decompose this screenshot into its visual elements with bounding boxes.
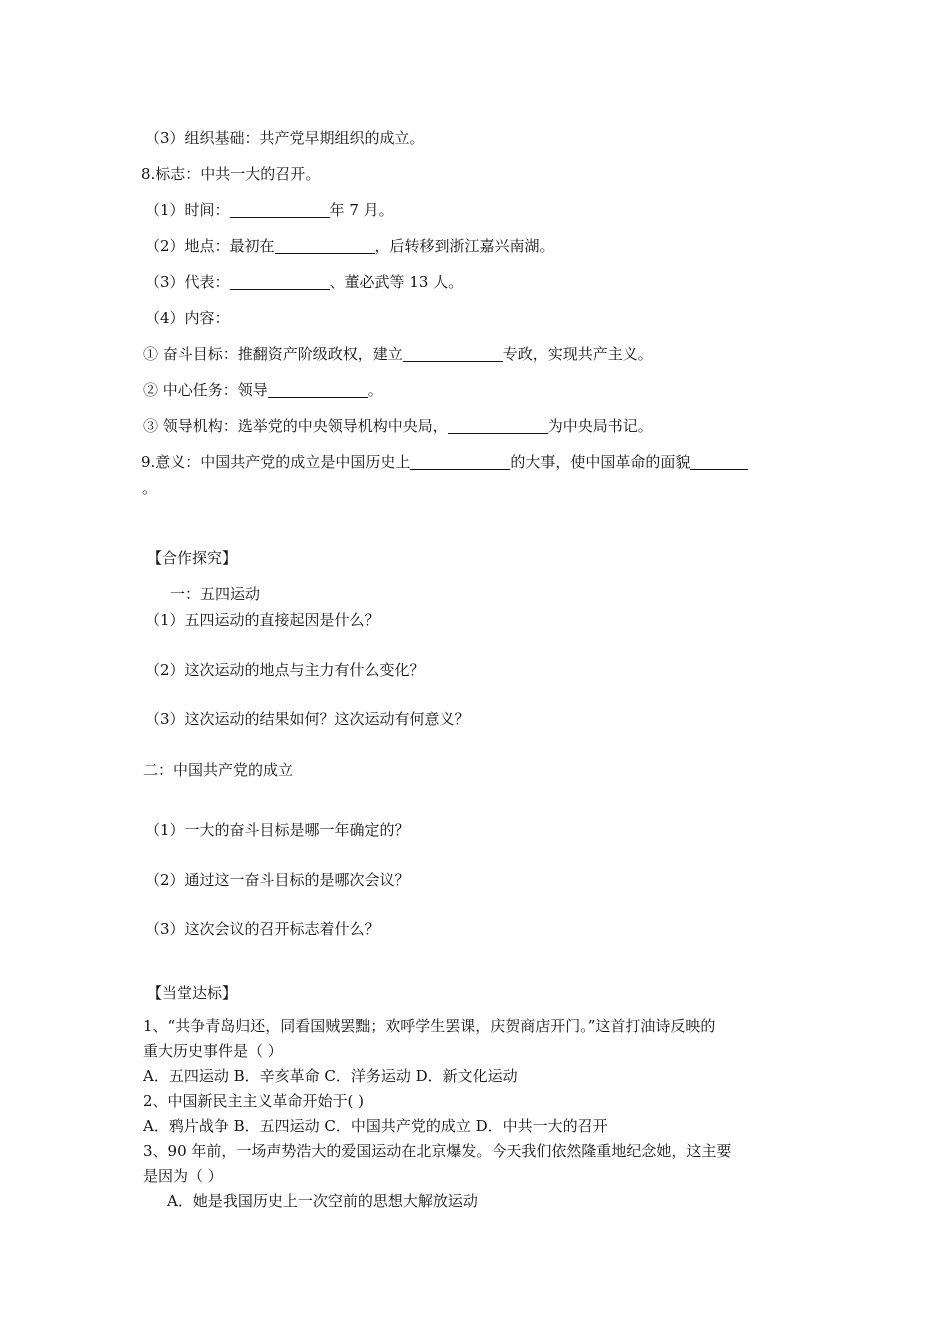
question-5: （2）通过这一奋斗目标的是哪次会议？ [145, 871, 410, 889]
heading-practice: 【当堂达标】 [147, 984, 238, 1002]
task-label: ② 中心任务：领导 [143, 381, 268, 399]
leadership-suffix: 为中央局书记。 [547, 417, 653, 435]
line-marker: 8.标志：中共一大的召开。 [141, 165, 321, 183]
significance-blank-1[interactable] [410, 454, 510, 470]
mcq-3-stem-a: 3、90 年前，一场声势浩大的爱国运动在北京爆发。今天我们依然隆重地纪念她，这主要 [143, 1142, 732, 1160]
line-location [145, 236, 555, 256]
mcq-1-stem-b: 重大历史事件是（ ） [143, 1042, 283, 1060]
question-2: （2）这次运动的地点与主力有什么变化？ [145, 661, 425, 679]
task-suffix: 。 [367, 381, 383, 399]
mcq-1-options: A．五四运动 B．辛亥革命 C．洋务运动 D．新文化运动 [143, 1067, 518, 1085]
significance-middle: 的大事，使中国革命的面貌 [510, 453, 691, 471]
mcq-2-stem: 2、中国新民主主义革命开始于( ) [143, 1092, 365, 1110]
location-blank[interactable] [275, 238, 375, 254]
mcq-2-options: A．鸦片战争 B．五四运动 C．中国共产党的成立 D．中共一大的召开 [143, 1117, 608, 1135]
part-party-founding: 二：中国共产党的成立 [143, 761, 294, 779]
line-content: （4）内容： [145, 309, 230, 327]
delegates-blank[interactable] [230, 274, 330, 290]
goal-suffix: 专政，实现共产主义。 [502, 345, 653, 363]
question-1: （1）五四运动的直接起因是什么？ [145, 611, 380, 629]
time-suffix: 年 7 月。 [329, 201, 394, 219]
line-task [143, 380, 383, 400]
question-4: （1）一大的奋斗目标是哪一年确定的？ [145, 821, 410, 839]
line-significance [141, 452, 748, 472]
part-may-fourth: 一：五四运动 [170, 585, 261, 603]
significance-label: 9.意义：中国共产党的成立是中国历史上 [141, 453, 411, 471]
heading-cooperate: 【合作探究】 [147, 549, 238, 567]
significance-blank-2[interactable] [690, 454, 748, 470]
question-6: （3）这次会议的召开标志着什么？ [145, 920, 380, 938]
line-delegates [145, 272, 463, 292]
line-significance-end: 。 [142, 479, 158, 497]
line-time [145, 200, 394, 220]
location-label: （2）地点：最初在 [145, 237, 275, 255]
location-suffix: ，后转移到浙江嘉兴南湖。 [374, 237, 555, 255]
goal-blank[interactable] [403, 346, 503, 362]
time-label: （1）时间： [145, 201, 230, 219]
line-leadership [143, 416, 653, 436]
line-goal [143, 344, 653, 364]
question-3: （3）这次运动的结果如何？这次运动有何意义？ [145, 710, 470, 728]
time-blank[interactable] [230, 202, 330, 218]
line-org-basis: （3）组织基础：共产党早期组织的成立。 [145, 129, 425, 147]
task-blank[interactable] [268, 382, 368, 398]
delegates-suffix: 、董必武等 13 人。 [329, 273, 464, 291]
leadership-label: ③ 领导机构：选举党的中央领导机构中央局， [143, 417, 448, 435]
mcq-1-stem-a: 1、“共争青岛归还，同看国贼罢黜；欢呼学生罢课，庆贺商店开门。”这首打油诗反映的 [143, 1017, 716, 1035]
mcq-3-option-a: A．她是我国历史上一次空前的思想大解放运动 [167, 1192, 478, 1210]
delegates-label: （3）代表： [145, 273, 230, 291]
goal-label: ① 奋斗目标：推翻资产阶级政权，建立 [143, 345, 403, 363]
leadership-blank[interactable] [448, 418, 548, 434]
mcq-3-stem-b: 是因为（ ） [143, 1167, 223, 1185]
